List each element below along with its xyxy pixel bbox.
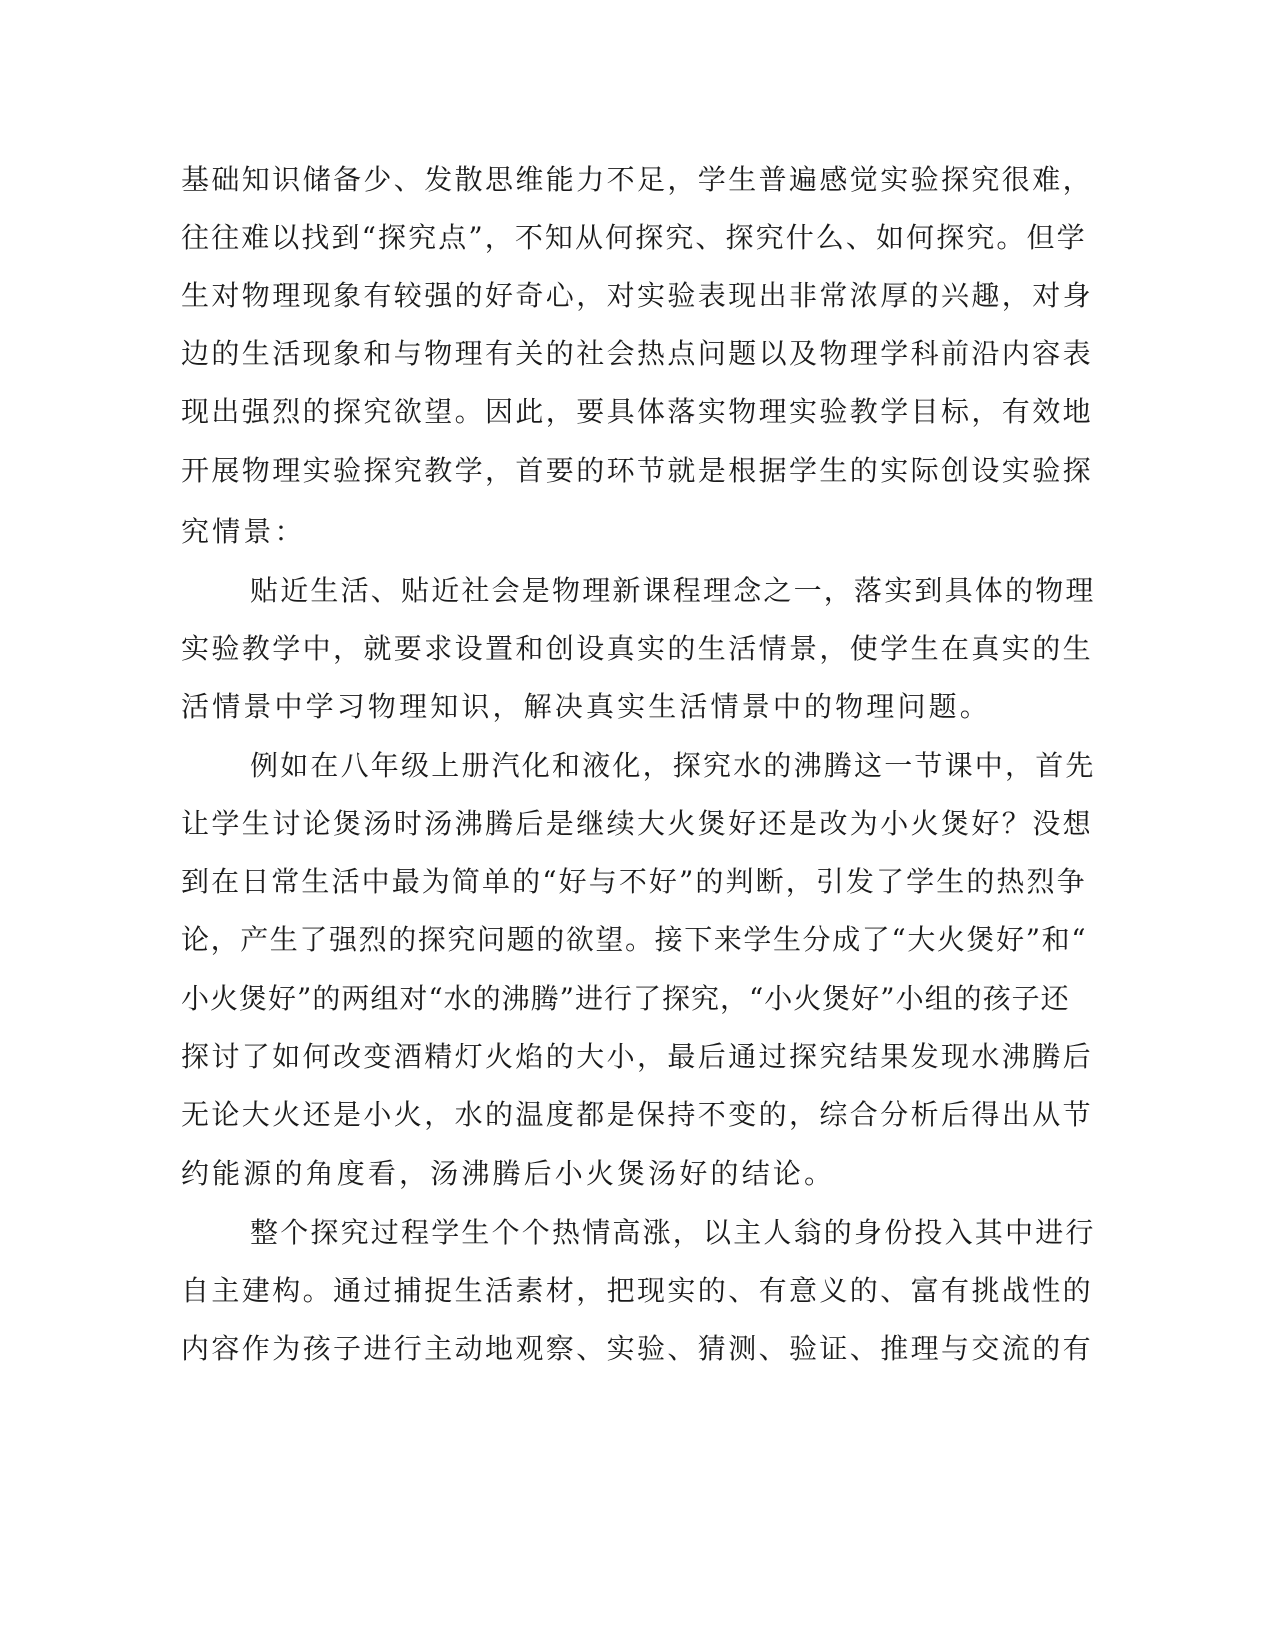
- text-line: 例如在八年级上册汽化和液化，探究水的沸腾这一节课中，首先: [250, 749, 1096, 782]
- text-line: 到在日常生活中最为简单的“好与不好”的判断，引发了学生的热烈争: [181, 865, 1087, 898]
- text-line: 无论大火还是小火，水的温度都是保持不变的，综合分析后得出从节: [181, 1098, 1094, 1131]
- text-line: 基础知识储备少、发散思维能力不足，学生普遍感觉实验探究很难，: [181, 163, 1094, 196]
- text-line: 论，产生了强烈的探究问题的欲望。接下来学生分成了“大火煲好”和“: [181, 923, 1088, 956]
- text-line: 内容作为孩子进行主动地观察、实验、猜测、验证、推理与交流的有: [181, 1332, 1094, 1365]
- text-line: 开展物理实验探究教学，首要的环节就是根据学生的实际创设实验探: [181, 454, 1094, 487]
- text-line: 自主建构。通过捕捉生活素材，把现实的、有意义的、富有挑战性的: [181, 1274, 1094, 1307]
- text-line: 让学生讨论煲汤时汤沸腾后是继续大火煲好还是改为小火煲好？没想: [181, 807, 1094, 840]
- text-line: 整个探究过程学生个个热情高涨，以主人翁的身份投入其中进行: [250, 1216, 1096, 1249]
- text-line: 往往难以找到“探究点”，不知从何探究、探究什么、如何探究。但学: [181, 221, 1087, 254]
- text-line: 贴近生活、贴近社会是物理新课程理念之一，落实到具体的物理: [250, 574, 1096, 607]
- text-line: 活情景中学习物理知识，解决真实生活情景中的物理问题。: [181, 690, 991, 723]
- text-line: 现出强烈的探究欲望。因此，要具体落实物理实验教学目标，有效地: [181, 395, 1094, 428]
- text-line: 究情景：: [181, 515, 306, 548]
- text-line: 实验教学中，就要求设置和创设真实的生活情景，使学生在真实的生: [181, 632, 1094, 665]
- text-line: 生对物理现象有较强的好奇心，对实验表现出非常浓厚的兴趣，对身: [181, 279, 1094, 312]
- text-line: 探讨了如何改变酒精灯火焰的大小，最后通过探究结果发现水沸腾后: [181, 1040, 1094, 1073]
- text-line: 约能源的角度看，汤沸腾后小火煲汤好的结论。: [181, 1157, 836, 1190]
- text-line: 边的生活现象和与物理有关的社会热点问题以及物理学科前沿内容表: [181, 337, 1094, 370]
- text-line: 小火煲好”的两组对“水的沸腾”进行了探究，“小火煲好”小组的孩子还: [181, 982, 1070, 1015]
